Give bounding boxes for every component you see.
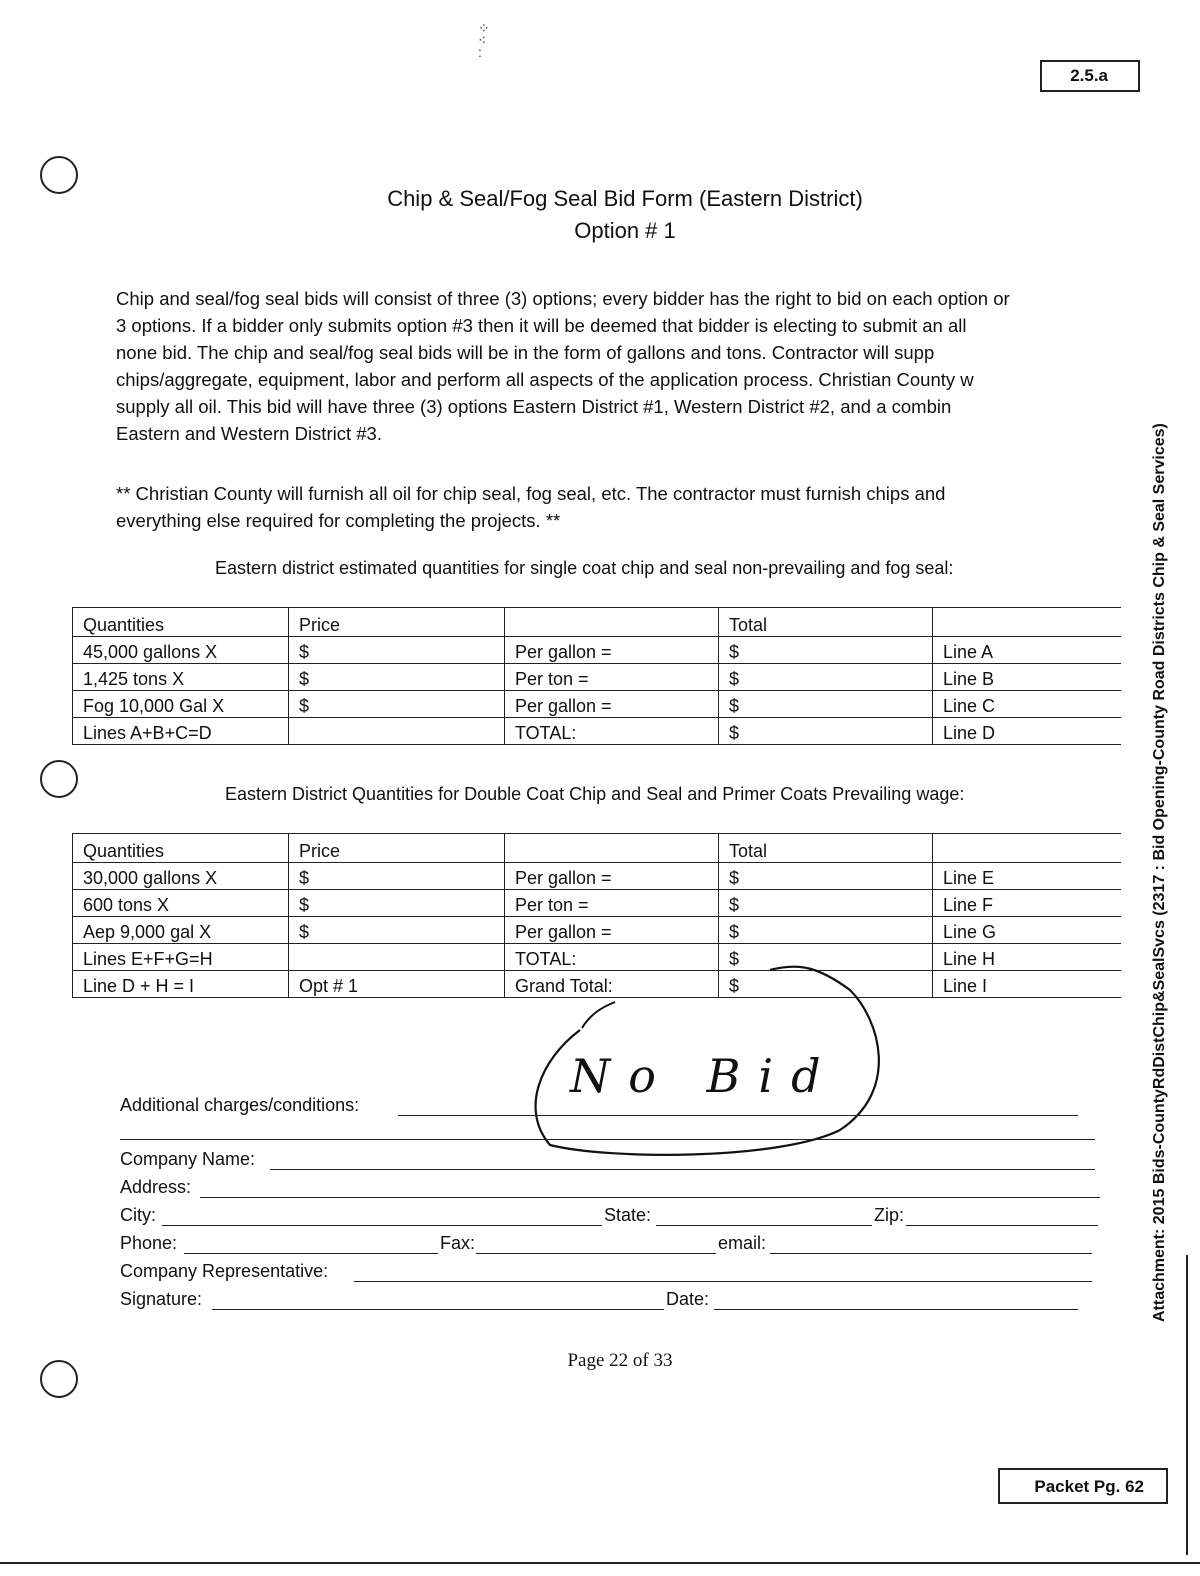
header-total: Total: [719, 608, 933, 637]
representative-label: Company Representative:: [120, 1261, 329, 1281]
punch-hole-middle: [40, 760, 78, 798]
quantity-cell: 45,000 gallons X: [73, 637, 289, 664]
phone-label: Phone:: [120, 1233, 178, 1253]
unit-cell: Per ton =: [505, 890, 719, 917]
signature-date-row: [120, 1286, 1100, 1312]
state-label: State:: [604, 1205, 652, 1225]
line-label: Line C: [933, 691, 1121, 718]
packet-page-badge: Packet Pg. 62: [998, 1468, 1168, 1504]
total-field[interactable]: $: [719, 890, 933, 917]
header-total: Total: [719, 834, 933, 863]
fax-field[interactable]: [476, 1253, 716, 1254]
quantity-cell: Line D + H = I: [73, 971, 289, 998]
total-field[interactable]: $: [719, 944, 933, 971]
address-field[interactable]: [200, 1197, 1100, 1198]
city-state-zip-row: [120, 1202, 1100, 1228]
quantity-cell: Lines E+F+G=H: [73, 944, 289, 971]
zip-field[interactable]: [906, 1225, 1098, 1226]
state-field[interactable]: [656, 1225, 872, 1226]
total-field[interactable]: $: [719, 863, 933, 890]
table-row: [73, 890, 1121, 917]
table-row: [73, 637, 1121, 664]
price-field[interactable]: $: [289, 664, 505, 691]
table-header-row: [73, 834, 1121, 863]
total-field[interactable]: $: [719, 637, 933, 664]
scan-speck-cluster: ⁘ ⁖ :: [478, 20, 490, 60]
scan-edge-line: [1186, 1255, 1188, 1555]
price-field[interactable]: $: [289, 863, 505, 890]
quantity-cell: 30,000 gallons X: [73, 863, 289, 890]
table-row: [73, 863, 1121, 890]
line-label: Line H: [933, 944, 1121, 971]
page-title: Chip & Seal/Fog Seal Bid Form (Eastern District): [387, 186, 863, 211]
additional-charges-row-2: [120, 1116, 1100, 1142]
table-row: [73, 691, 1121, 718]
line-label: Line D: [933, 718, 1121, 745]
line-label: Line I: [933, 971, 1121, 998]
page-bottom-edge: [0, 1562, 1200, 1564]
intro-line: none bid. The chip and seal/fog seal bids will be in the form of gallons and tons. Contractor will supp: [116, 342, 935, 363]
quantity-cell: 1,425 tons X: [73, 664, 289, 691]
quantity-cell: Aep 9,000 gal X: [73, 917, 289, 944]
handwritten-text: No Bid: [570, 1049, 839, 1103]
unit-cell: Per ton =: [505, 664, 719, 691]
city-label: City:: [120, 1205, 156, 1225]
price-field[interactable]: $: [289, 890, 505, 917]
total-field[interactable]: $: [719, 718, 933, 745]
company-name-field[interactable]: [270, 1169, 1095, 1170]
signature-label: Signature:: [120, 1289, 203, 1309]
note-line: everything else required for completing the projects. **: [116, 510, 561, 531]
note-line: ** Christian County will furnish all oil for chip seal, fog seal, etc. The contractor must furnish chips and: [116, 483, 946, 504]
address-label: Address:: [120, 1177, 192, 1197]
additional-charges-field-2[interactable]: [120, 1139, 1095, 1140]
header-price: Price: [289, 834, 505, 863]
intro-line: Chip and seal/fog seal bids will consist of three (3) options; every bidder has the right to bid on each option or: [116, 288, 1010, 309]
representative-field[interactable]: [354, 1281, 1092, 1282]
phone-fax-email-row: [120, 1230, 1100, 1256]
unit-cell: TOTAL:: [505, 944, 719, 971]
side-attachment-label: Attachment: 2015 Bids-CountyRdDistChip&SealSvcs (2317 : Bid Opening-County Road Districts Chip & Seal Services): [1151, 423, 1168, 1322]
note-paragraph: [116, 480, 1106, 534]
table-row: [73, 718, 1121, 745]
header-quantities: Quantities: [73, 834, 289, 863]
quantity-cell: Lines A+B+C=D: [73, 718, 289, 745]
total-field[interactable]: $: [719, 917, 933, 944]
signature-field[interactable]: [212, 1309, 664, 1310]
phone-field[interactable]: [184, 1253, 438, 1254]
company-name-row: [120, 1146, 1100, 1172]
unit-cell: Grand Total:: [505, 971, 719, 998]
representative-row: [120, 1258, 1100, 1284]
unit-cell: Per gallon =: [505, 863, 719, 890]
city-field[interactable]: [162, 1225, 602, 1226]
quantity-cell: Fog 10,000 Gal X: [73, 691, 289, 718]
intro-line: chips/aggregate, equipment, labor and perform all aspects of the application process. Christian County w: [116, 369, 974, 390]
header-unit: [505, 834, 719, 863]
email-field[interactable]: [770, 1253, 1092, 1254]
line-label: Line B: [933, 664, 1121, 691]
intro-line: 3 options. If a bidder only submits option #3 then it will be deemed that bidder is electing to submit an all: [116, 315, 967, 336]
additional-charges-label: Additional charges/conditions:: [120, 1095, 360, 1115]
unit-cell: Per gallon =: [505, 917, 719, 944]
header-price: Price: [289, 608, 505, 637]
intro-paragraph: [116, 285, 1106, 447]
intro-line: supply all oil. This bid will have three (3) options Eastern District #1, Western District #2, and a combin: [116, 396, 952, 417]
email-label: email:: [718, 1233, 767, 1253]
line-label: Line G: [933, 917, 1121, 944]
additional-charges-row: [120, 1092, 1100, 1118]
price-field[interactable]: $: [289, 691, 505, 718]
line-label: Line A: [933, 637, 1121, 664]
price-field[interactable]: $: [289, 917, 505, 944]
line-label: Line F: [933, 890, 1121, 917]
header-quantities: Quantities: [73, 608, 289, 637]
circle-start-stroke: [582, 1002, 615, 1028]
unit-cell: TOTAL:: [505, 718, 719, 745]
attachment-stamp: 2.5.a: [1040, 60, 1140, 92]
intro-line: Eastern and Western District #3.: [116, 423, 382, 444]
table-row: [73, 917, 1121, 944]
table2-caption: Eastern District Quantities for Double Coat Chip and Seal and Primer Coats Prevailing wage:: [225, 784, 965, 804]
header-line: [933, 834, 1121, 863]
total-field[interactable]: $: [719, 971, 933, 998]
price-field: [289, 718, 505, 745]
price-field: [289, 944, 505, 971]
page-subtitle: Option # 1: [574, 218, 676, 243]
table1-caption: Eastern district estimated quantities for single coat chip and seal non-prevailing and fog seal:: [215, 558, 954, 578]
bid-table-single-coat: [72, 607, 1121, 745]
total-field[interactable]: $: [719, 691, 933, 718]
date-label: Date:: [666, 1289, 710, 1309]
total-field[interactable]: $: [719, 664, 933, 691]
table-header-row: [73, 608, 1121, 637]
unit-cell: Per gallon =: [505, 637, 719, 664]
fax-label: Fax:: [440, 1233, 476, 1253]
line-label: Line E: [933, 863, 1121, 890]
table-row: [73, 664, 1121, 691]
header-unit: [505, 608, 719, 637]
address-row: [120, 1174, 1100, 1200]
company-name-label: Company Name:: [120, 1149, 256, 1169]
unit-cell: Per gallon =: [505, 691, 719, 718]
header-line: [933, 608, 1121, 637]
price-field[interactable]: $: [289, 637, 505, 664]
page-number: Page 22 of 33: [567, 1350, 673, 1371]
price-field: Opt # 1: [289, 971, 505, 998]
date-field[interactable]: [714, 1309, 1078, 1310]
quantity-cell: 600 tons X: [73, 890, 289, 917]
zip-label: Zip:: [874, 1205, 905, 1225]
